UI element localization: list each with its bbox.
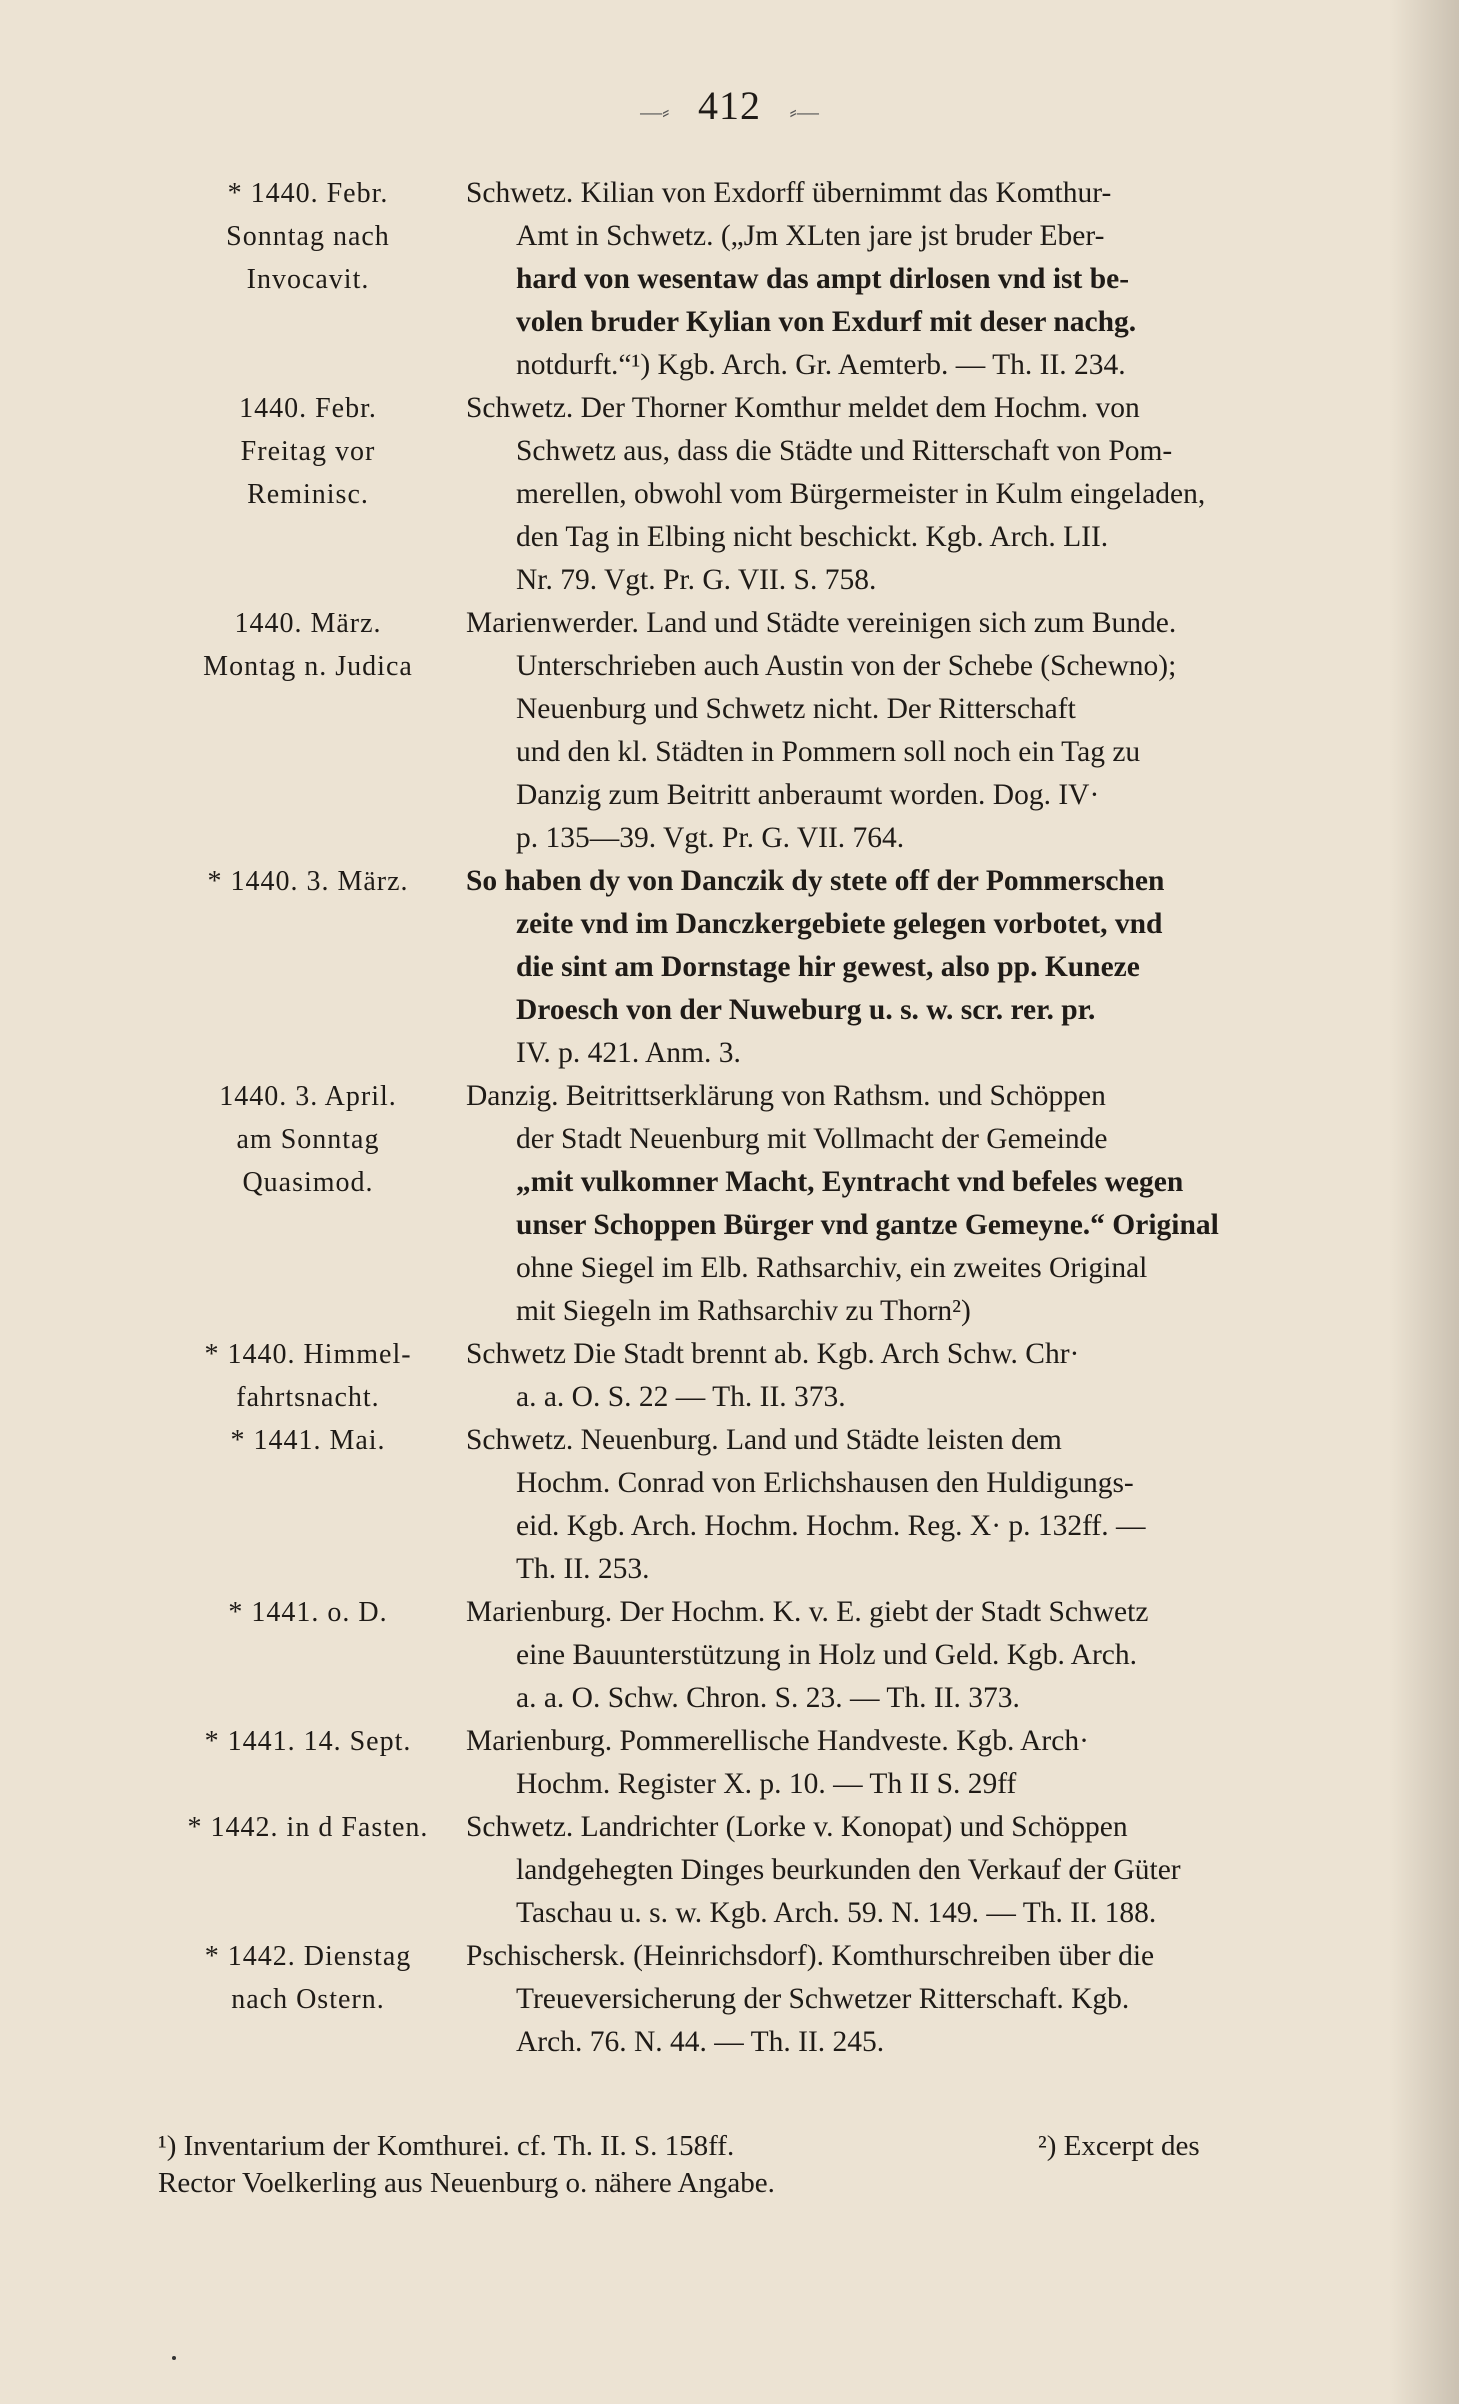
entry-date-line: Quasimod.: [242, 1167, 374, 1198]
entry-text-line: eid. Kgb. Arch. Hochm. Hochm. Reg. X· p. 132ff. —: [516, 1510, 1146, 1542]
entry-date: [158, 1806, 466, 1935]
chronicle-entry: [158, 1591, 1390, 1720]
entry-text-line: unser Schoppen Bürger vnd gantze Gemeyne.“ Original: [516, 1209, 1219, 1241]
entry-text-line: Th. II. 253.: [516, 1553, 650, 1585]
entry-text: [466, 860, 1390, 1075]
entry-date-line: nach Ostern.: [231, 1984, 385, 2015]
entry-date: [158, 1591, 466, 1720]
entry-text-line: Amt in Schwetz. („Jm XLten jare jst bruder Eber-: [516, 220, 1105, 252]
entry-text-line: Taschau u. s. w. Kgb. Arch. 59. N. 149. — Th. II. 188.: [516, 1897, 1157, 1929]
entry-text-line: Marienburg. Pommerellische Handveste. Kgb. Arch·: [466, 1725, 1089, 1757]
entry-text-line: eine Bauunterstützung in Holz und Geld. Kgb. Arch.: [516, 1639, 1138, 1671]
page-number: 412: [698, 83, 761, 128]
entry-date-line: * 1440. Febr.: [227, 178, 389, 209]
entry-text-line: Unterschrieben auch Austin von der Schebe (Schewno);: [516, 650, 1177, 682]
entry-text-line: Nr. 79. Vgt. Pr. G. VII. S. 758.: [516, 564, 877, 596]
entry-text-line: und den kl. Städten in Pommern soll noch ein Tag zu: [516, 736, 1141, 768]
entry-text-line: notdurft.“¹) Kgb. Arch. Gr. Aemterb. — Th. II. 234.: [516, 349, 1126, 381]
entry-text: [466, 1333, 1390, 1419]
entry-text-line: ohne Siegel im Elb. Rathsarchiv, ein zweites Original: [516, 1252, 1148, 1284]
chronicle-entry: [158, 1806, 1390, 1935]
entry-date-line: 1440. 3. April.: [219, 1081, 397, 1112]
entry-text-line: Marienburg. Der Hochm. K. v. E. giebt der Stadt Schwetz: [466, 1596, 1149, 1628]
entry-text-line: „mit vulkomner Macht, Eyntracht vnd befeles wegen: [516, 1166, 1184, 1198]
entry-date: [158, 1720, 466, 1806]
entry-date-line: * 1442. in d Fasten.: [187, 1812, 429, 1843]
entry-text: [466, 1419, 1390, 1591]
entry-date-line: fahrtsnacht.: [236, 1382, 380, 1413]
entry-text-line: Marienwerder. Land und Städte vereinigen sich zum Bunde.: [466, 607, 1177, 639]
entry-date: [158, 1333, 466, 1419]
entry-text-line: So haben dy von Danczik dy stete off der Pommerschen: [466, 865, 1165, 897]
entry-text-line: p. 135—39. Vgt. Pr. G. VII. 764.: [516, 822, 905, 854]
chronicle-entry: [158, 1935, 1390, 2064]
entry-text-line: der Stadt Neuenburg mit Vollmacht der Gemeinde: [516, 1123, 1108, 1155]
entry-text-line: a. a. O. Schw. Chron. S. 23. — Th. II. 373.: [516, 1682, 1020, 1714]
entry-date-line: * 1441. Mai.: [230, 1425, 386, 1456]
chronicle-entry: [158, 1720, 1390, 1806]
entry-date-line: Montag n. Judica: [203, 651, 413, 682]
entry-date: [158, 1075, 466, 1333]
entry-date-line: 1440. März.: [234, 608, 382, 639]
entry-text: [466, 1935, 1390, 2064]
entry-text-line: Droesch von der Nuweburg u. s. w. scr. rer. pr.: [516, 994, 1096, 1026]
entry-text-line: Hochm. Register X. p. 10. — Th II S. 29ff: [516, 1768, 1017, 1800]
entry-text-line: zeite vnd im Danczkergebiete gelegen vorbotet, vnd: [516, 908, 1163, 940]
entry-text-line: Schwetz. Der Thorner Komthur meldet dem Hochm. von: [466, 392, 1140, 424]
entry-text-line: Danzig zum Beitritt anberaumt worden. Dog. IV·: [516, 779, 1100, 811]
entry-text-line: volen bruder Kylian von Exdurf mit deser nachg.: [516, 306, 1137, 338]
entry-text: [466, 1806, 1390, 1935]
entry-text-line: Schwetz. Kilian von Exdorff übernimmt das Komthur-: [466, 177, 1112, 209]
entry-text-line: Schwetz. Neuenburg. Land und Städte leisten dem: [466, 1424, 1062, 1456]
footnotes: [158, 2128, 1390, 2202]
entry-text-line: die sint am Dornstage hir gewest, also pp. Kuneze: [516, 951, 1140, 983]
entry-text-line: mit Siegeln im Rathsarchiv zu Thorn²): [516, 1295, 971, 1327]
entry-date-line: * 1441. 14. Sept.: [204, 1726, 412, 1757]
entry-date-line: Freitag vor: [240, 436, 376, 467]
entry-text-line: Treueversicherung der Schwetzer Ritterschaft. Kgb.: [516, 1983, 1130, 2015]
chronicle-entry: [158, 860, 1390, 1075]
page-header: [0, 82, 1459, 129]
entry-text-line: merellen, obwohl vom Bürgermeister in Kulm eingeladen,: [516, 478, 1206, 510]
entry-date-line: Sonntag nach: [226, 221, 390, 252]
entry-date-line: * 1440. 3. März.: [207, 866, 409, 897]
entry-text: [466, 1075, 1390, 1333]
entry-text-line: a. a. O. S. 22 — Th. II. 373.: [516, 1381, 846, 1413]
entry-text: [466, 172, 1390, 387]
entry-text-line: Schwetz aus, dass die Städte und Ritterschaft von Pom-: [516, 435, 1173, 467]
entry-date: [158, 602, 466, 860]
footnote-2-start: ²) Excerpt des: [1038, 2130, 1200, 2162]
entry-text: [466, 387, 1390, 602]
page-edge-shadow: [1389, 0, 1459, 2404]
entry-text-line: Hochm. Conrad von Erlichshausen den Huldigungs-: [516, 1467, 1134, 1499]
entry-text-line: Schwetz Die Stadt brennt ab. Kgb. Arch Schw. Chr·: [466, 1338, 1080, 1370]
entry-date-line: Invocavit.: [246, 264, 370, 295]
entry-date-line: * 1442. Dienstag: [204, 1941, 412, 1972]
entry-text: [466, 602, 1390, 860]
entry-text-line: Arch. 76. N. 44. — Th. II. 245.: [516, 2026, 885, 2058]
chronicle-entry: [158, 172, 1390, 387]
entry-text-line: Schwetz. Landrichter (Lorke v. Konopat) und Schöppen: [466, 1811, 1128, 1843]
entry-text-line: Danzig. Beitrittserklärung von Rathsm. und Schöppen: [466, 1080, 1106, 1112]
footnote-1: ¹) Inventarium der Komthurei. cf. Th. II. S. 158ff.: [158, 2130, 735, 2162]
chronicle-entry: [158, 602, 1390, 860]
entry-text: [466, 1720, 1390, 1806]
entry-date-line: * 1440. Himmel-: [204, 1339, 412, 1370]
entry-date-line: * 1441. o. D.: [228, 1597, 388, 1628]
entry-text-line: Neuenburg und Schwetz nicht. Der Ritterschaft: [516, 693, 1076, 725]
header-ornament-right: ⸗—: [789, 99, 819, 124]
chronicle-entry: [158, 1075, 1390, 1333]
footnote-line-1: [158, 2128, 1390, 2165]
entry-text-line: hard von wesentaw das ampt dirlosen vnd ist be-: [516, 263, 1130, 295]
footnote-2-continued: Rector Voelkerling aus Neuenburg o. nähere Angabe.: [158, 2167, 775, 2199]
chronicle-entry: [158, 1419, 1390, 1591]
entry-text-line: landgehegten Dinges beurkunden den Verkauf der Güter: [516, 1854, 1181, 1886]
entry-text-line: den Tag in Elbing nicht beschickt. Kgb. Arch. LII.: [516, 521, 1109, 553]
entry-date-line: am Sonntag: [236, 1124, 380, 1155]
entry-text: [466, 1591, 1390, 1720]
entry-date: [158, 172, 466, 387]
chronicle-entries: [158, 172, 1390, 2064]
chronicle-entry: [158, 387, 1390, 602]
header-ornament-left: —⸗: [640, 99, 670, 124]
entry-date-line: 1440. Febr.: [239, 393, 377, 424]
entry-date: [158, 860, 466, 1075]
chronicle-entry: [158, 1333, 1390, 1419]
entry-text-line: IV. p. 421. Anm. 3.: [516, 1037, 741, 1069]
print-speck: [172, 2356, 176, 2360]
entry-date-line: Reminisc.: [247, 479, 369, 510]
entry-date: [158, 387, 466, 602]
entry-date: [158, 1935, 466, 2064]
entry-text-line: Pschischersk. (Heinrichsdorf). Komthurschreiben über die: [466, 1940, 1155, 1972]
entry-date: [158, 1419, 466, 1591]
